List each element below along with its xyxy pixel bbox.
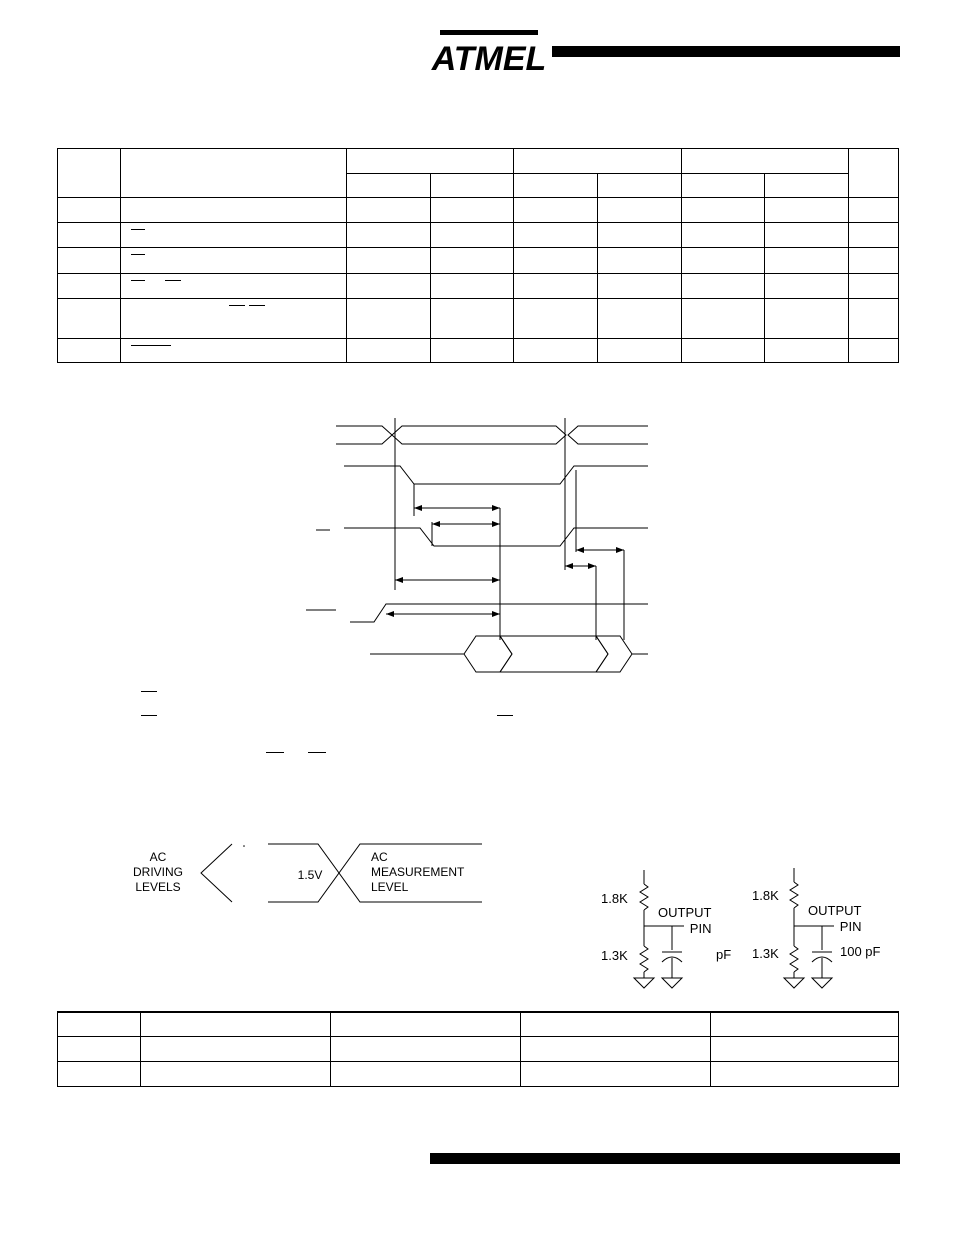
note-overbar — [497, 715, 513, 716]
overbar — [131, 345, 171, 346]
table-header-row — [58, 1012, 899, 1036]
atmel-logo — [431, 30, 547, 78]
overbar — [131, 254, 145, 255]
table-row — [58, 273, 899, 298]
table-row — [58, 223, 899, 248]
overbar — [249, 305, 265, 306]
bottom-table — [57, 1011, 899, 1087]
table-row — [58, 198, 899, 223]
header-rule — [552, 46, 900, 57]
cap-label: pF — [716, 947, 732, 962]
table-row — [58, 1061, 899, 1086]
table-row — [58, 1036, 899, 1061]
oe-waveform — [344, 528, 648, 546]
footer-rule — [430, 1153, 900, 1164]
address-waveform — [336, 426, 392, 444]
header-cell-symbol — [58, 149, 121, 198]
timing-diagram — [300, 410, 660, 700]
ground-icon — [634, 978, 654, 988]
header-cell-units — [849, 149, 899, 198]
ac-driving-label: AC DRIVING LEVELS — [132, 850, 183, 894]
note-overbar — [308, 752, 326, 753]
table-row — [58, 248, 899, 273]
ce-waveform — [344, 466, 648, 484]
overbar — [165, 280, 181, 281]
table-row — [58, 298, 899, 338]
resistor-icon — [640, 884, 648, 910]
pgm-waveform — [350, 604, 648, 622]
output-pin-label: OUTPUT PIN — [658, 905, 712, 936]
overbar — [131, 280, 145, 281]
r-bottom-label: 1.3K — [601, 948, 628, 963]
ground-icon — [662, 978, 682, 988]
ground-icon — [784, 978, 804, 988]
r-top-label: 1.8K — [752, 888, 779, 903]
r-top-label: 1.8K — [601, 891, 628, 906]
table-row — [58, 338, 899, 362]
header-cell-group-3 — [681, 149, 848, 174]
timing-table — [57, 148, 899, 363]
cap-label: 100 pF — [840, 944, 881, 959]
ac-measurement-label: AC MEASUREMENT LEVEL — [371, 850, 465, 894]
output-waveform — [370, 636, 512, 672]
header-cell-group-2 — [514, 149, 681, 174]
r-bottom-label: 1.3K — [752, 946, 779, 961]
header-cell-parameter — [120, 149, 346, 198]
threshold-label: 1.5V — [297, 868, 323, 882]
note-overbar — [141, 691, 157, 692]
overbar — [229, 305, 245, 306]
overbar — [131, 229, 145, 230]
ground-icon — [812, 978, 832, 988]
output-pin-label: OUTPUT PIN — [808, 903, 862, 934]
note-overbar — [266, 752, 284, 753]
note-overbar — [141, 715, 157, 716]
resistor-icon — [790, 882, 798, 908]
logo-text: ATMEL — [431, 40, 547, 78]
header-cell-group-1 — [346, 149, 513, 174]
